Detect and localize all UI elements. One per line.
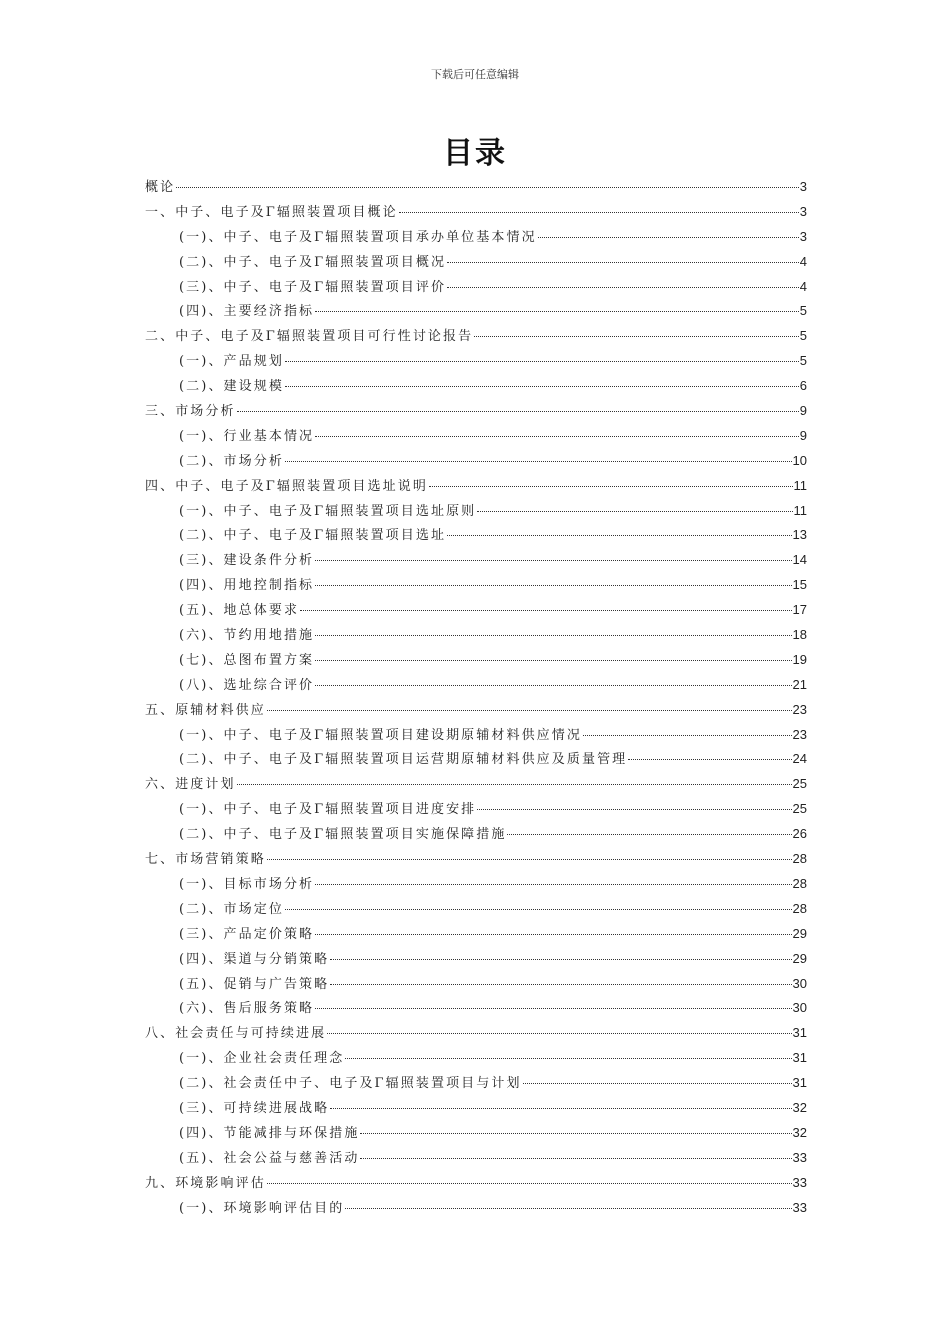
toc-entry[interactable]	[145, 1073, 807, 1098]
toc-entry[interactable]	[145, 650, 807, 675]
toc-entry-page-number: 3	[799, 228, 807, 244]
toc-entry[interactable]	[145, 675, 807, 700]
toc-entry-label: 一、中子、电子及Γ辐照装置项目概论	[145, 204, 398, 220]
toc-dot-leader	[267, 858, 792, 860]
toc-dot-leader	[345, 1057, 791, 1059]
toc-entry-page-number: 33	[792, 1149, 807, 1165]
toc-entry-page-number: 25	[792, 776, 807, 792]
toc-entry[interactable]	[145, 301, 807, 326]
toc-entry-label: (三)、产品定价策略	[179, 926, 315, 942]
toc-entry-page-number: 29	[792, 925, 807, 941]
toc-entry[interactable]	[145, 376, 807, 401]
toc-entry-label: (一)、中子、电子及Γ辐照装置项目承办单位基本情况	[179, 229, 537, 245]
toc-dot-leader	[285, 360, 799, 362]
toc-dot-leader	[360, 1157, 791, 1159]
toc-entry[interactable]	[145, 949, 807, 974]
toc-entry[interactable]	[145, 899, 807, 924]
toc-entry-page-number: 9	[799, 403, 807, 419]
toc-dot-leader	[447, 286, 799, 288]
toc-entry-page-number: 11	[793, 502, 807, 518]
toc-entry-label: (二)、社会责任中子、电子及Γ辐照装置项目与计划	[179, 1076, 522, 1092]
toc-entry-label: (三)、建设条件分析	[179, 553, 315, 569]
toc-entry[interactable]	[145, 1123, 807, 1148]
toc-entry[interactable]	[145, 451, 807, 476]
toc-dot-leader	[237, 783, 792, 785]
toc-entry-label: (二)、市场分析	[179, 453, 284, 469]
toc-entry-label: 三、市场分析	[145, 404, 236, 420]
toc-dot-leader	[330, 983, 791, 985]
toc-entry-label: (一)、环境影响评估目的	[179, 1200, 345, 1216]
toc-entry-page-number: 31	[792, 1075, 807, 1091]
toc-entry-label: (六)、节约用地措施	[179, 628, 315, 644]
toc-entry[interactable]	[145, 774, 807, 799]
toc-entry-label: 五、原辅材料供应	[145, 702, 266, 718]
toc-entry[interactable]	[145, 824, 807, 849]
toc-entry[interactable]	[145, 924, 807, 949]
toc-dot-leader	[315, 584, 791, 586]
toc-entry-label: (一)、中子、电子及Γ辐照装置项目选址原则	[179, 503, 477, 519]
toc-entry[interactable]	[145, 1023, 807, 1048]
toc-dot-leader	[330, 1107, 791, 1109]
toc-entry-label: (八)、选址综合评价	[179, 677, 315, 693]
toc-entry-page-number: 33	[792, 1199, 807, 1215]
toc-entry[interactable]	[145, 700, 807, 725]
table-of-contents	[145, 177, 807, 1222]
toc-entry-page-number: 30	[792, 1000, 807, 1016]
toc-entry-page-number: 28	[792, 851, 807, 867]
toc-dot-leader	[315, 684, 791, 686]
toc-entry-page-number: 9	[799, 427, 807, 443]
toc-entry-page-number: 31	[792, 1025, 807, 1041]
toc-entry-page-number: 15	[792, 577, 807, 593]
toc-entry-label: (二)、中子、电子及Γ辐照装置项目运营期原辅材料供应及质量管理	[179, 752, 628, 768]
toc-entry-label: (二)、市场定位	[179, 901, 284, 917]
toc-dot-leader	[477, 808, 791, 810]
toc-entry-page-number: 3	[799, 179, 807, 194]
toc-entry-label: 二、中子、电子及Γ辐照装置项目可行性讨论报告	[145, 329, 474, 345]
toc-entry-page-number: 31	[792, 1050, 807, 1066]
toc-dot-leader	[447, 261, 799, 263]
toc-entry-page-number: 32	[792, 1099, 807, 1115]
toc-dot-leader	[477, 510, 792, 512]
toc-dot-leader	[429, 485, 793, 487]
toc-dot-leader	[285, 460, 792, 462]
toc-dot-leader	[237, 410, 799, 412]
toc-entry-page-number: 18	[792, 627, 807, 643]
toc-entry-label: (二)、中子、电子及Γ辐照装置项目概况	[179, 254, 447, 270]
toc-entry-page-number: 24	[792, 751, 807, 767]
toc-dot-leader	[507, 833, 791, 835]
toc-entry[interactable]	[145, 525, 807, 550]
toc-entry[interactable]	[145, 725, 807, 750]
toc-entry-label: (四)、节能减排与环保措施	[179, 1125, 360, 1141]
toc-entry-page-number: 5	[799, 303, 807, 319]
toc-dot-leader	[523, 1082, 792, 1084]
toc-entry[interactable]	[145, 252, 807, 277]
toc-entry-page-number: 29	[792, 950, 807, 966]
toc-entry-page-number: 5	[799, 328, 807, 344]
toc-entry-page-number: 23	[792, 726, 807, 742]
toc-entry-label: (二)、中子、电子及Γ辐照装置项目实施保障措施	[179, 827, 507, 843]
toc-dot-leader	[538, 236, 799, 238]
toc-entry-page-number: 17	[792, 602, 807, 618]
toc-entry-page-number: 4	[799, 278, 807, 294]
header-note: 下载后可任意编辑	[431, 68, 519, 81]
toc-entry-label: 九、环境影响评估	[145, 1175, 266, 1191]
toc-entry[interactable]	[145, 749, 807, 774]
toc-entry-label: 六、进度计划	[145, 777, 236, 793]
toc-dot-leader	[330, 958, 791, 960]
toc-entry-label: (四)、主要经济指标	[179, 304, 315, 320]
toc-dot-leader	[327, 1032, 791, 1034]
toc-entry[interactable]	[145, 501, 807, 526]
toc-entry-page-number: 32	[792, 1124, 807, 1140]
toc-dot-leader	[300, 609, 791, 611]
toc-entry[interactable]	[145, 998, 807, 1023]
toc-dot-leader	[315, 310, 799, 312]
toc-entry-page-number: 5	[799, 353, 807, 369]
toc-entry[interactable]	[145, 849, 807, 874]
toc-entry-label: (五)、社会公益与慈善活动	[179, 1150, 360, 1166]
toc-entry[interactable]	[145, 1048, 807, 1073]
toc-entry-label: (一)、目标市场分析	[179, 876, 315, 892]
toc-dot-leader	[315, 1007, 791, 1009]
toc-dot-leader	[267, 1182, 792, 1184]
toc-entry[interactable]	[145, 202, 807, 227]
toc-entry-page-number: 21	[792, 676, 807, 692]
toc-dot-leader	[447, 534, 791, 536]
toc-entry-label: (一)、产品规划	[179, 354, 284, 370]
toc-entry-label: (一)、中子、电子及Γ辐照装置项目建设期原辅材料供应情况	[179, 727, 582, 743]
toc-dot-leader	[315, 883, 791, 885]
page-title: 目录	[443, 136, 507, 171]
toc-entry-page-number: 23	[792, 701, 807, 717]
toc-dot-leader	[345, 1207, 791, 1209]
toc-entry-page-number: 33	[792, 1174, 807, 1190]
toc-entry[interactable]	[145, 1198, 807, 1223]
toc-dot-leader	[474, 335, 799, 337]
toc-entry[interactable]	[145, 401, 807, 426]
toc-dot-leader	[315, 435, 799, 437]
toc-dot-leader	[285, 908, 792, 910]
toc-entry-page-number: 11	[793, 477, 807, 493]
toc-entry-page-number: 3	[799, 203, 807, 219]
toc-entry-label: (一)、中子、电子及Γ辐照装置项目进度安排	[179, 802, 477, 818]
toc-entry-label: (七)、总图布置方案	[179, 652, 315, 668]
toc-entry-page-number: 10	[792, 452, 807, 468]
toc-entry-label: (三)、可持续进展战略	[179, 1100, 330, 1116]
toc-entry[interactable]	[145, 550, 807, 575]
toc-dot-leader	[315, 559, 791, 561]
toc-entry-page-number: 25	[792, 801, 807, 817]
toc-entry-label: (二)、中子、电子及Γ辐照装置项目选址	[179, 528, 447, 544]
toc-entry[interactable]	[145, 277, 807, 302]
toc-entry-page-number: 30	[792, 975, 807, 991]
toc-entry-page-number: 19	[792, 651, 807, 667]
toc-entry-label: (一)、企业社会责任理念	[179, 1051, 345, 1067]
toc-entry-label: (三)、中子、电子及Γ辐照装置项目评价	[179, 279, 447, 295]
toc-entry[interactable]	[145, 600, 807, 625]
toc-entry[interactable]	[145, 1148, 807, 1173]
toc-dot-leader	[315, 933, 791, 935]
toc-entry[interactable]	[145, 874, 807, 899]
toc-dot-leader	[315, 634, 791, 636]
toc-entry-page-number: 28	[792, 875, 807, 891]
toc-entry[interactable]	[145, 476, 807, 501]
toc-entry-label: (四)、用地控制指标	[179, 578, 315, 594]
toc-entry-page-number: 14	[792, 552, 807, 568]
toc-entry[interactable]	[145, 799, 807, 824]
toc-entry[interactable]	[145, 974, 807, 999]
toc-entry[interactable]	[145, 1098, 807, 1123]
toc-entry-page-number: 6	[799, 378, 807, 394]
toc-entry[interactable]	[145, 625, 807, 650]
toc-entry-label: (五)、地总体要求	[179, 603, 300, 619]
toc-entry[interactable]	[145, 227, 807, 252]
toc-dot-leader	[583, 734, 792, 736]
toc-entry[interactable]	[145, 1173, 807, 1198]
toc-dot-leader	[399, 211, 799, 213]
toc-entry-label: 八、社会责任与可持续进展	[145, 1026, 327, 1042]
toc-entry[interactable]	[145, 426, 807, 451]
toc-entry-page-number: 28	[792, 900, 807, 916]
toc-dot-leader	[628, 758, 791, 760]
toc-entry-label: (四)、渠道与分销策略	[179, 951, 330, 967]
toc-dot-leader	[315, 659, 791, 661]
toc-entry-label: 概论	[145, 180, 176, 195]
toc-entry-page-number: 26	[792, 826, 807, 842]
toc-entry-label: (六)、售后服务策略	[179, 1001, 315, 1017]
toc-entry-label: (一)、行业基本情况	[179, 428, 315, 444]
toc-entry[interactable]	[145, 575, 807, 600]
toc-entry[interactable]	[145, 351, 807, 376]
toc-dot-leader	[360, 1132, 791, 1134]
toc-entry-label: 七、市场营销策略	[145, 852, 266, 868]
toc-entry-label: (二)、建设规模	[179, 379, 284, 395]
toc-dot-leader	[285, 385, 799, 387]
toc-dot-leader	[267, 709, 792, 711]
toc-entry-page-number: 4	[799, 253, 807, 269]
toc-entry[interactable]	[145, 326, 807, 351]
toc-entry[interactable]	[145, 177, 807, 202]
toc-entry-label: 四、中子、电子及Γ辐照装置项目选址说明	[145, 478, 428, 494]
toc-entry-label: (五)、促销与广告策略	[179, 976, 330, 992]
toc-dot-leader	[176, 186, 799, 188]
toc-entry-page-number: 13	[792, 527, 807, 543]
